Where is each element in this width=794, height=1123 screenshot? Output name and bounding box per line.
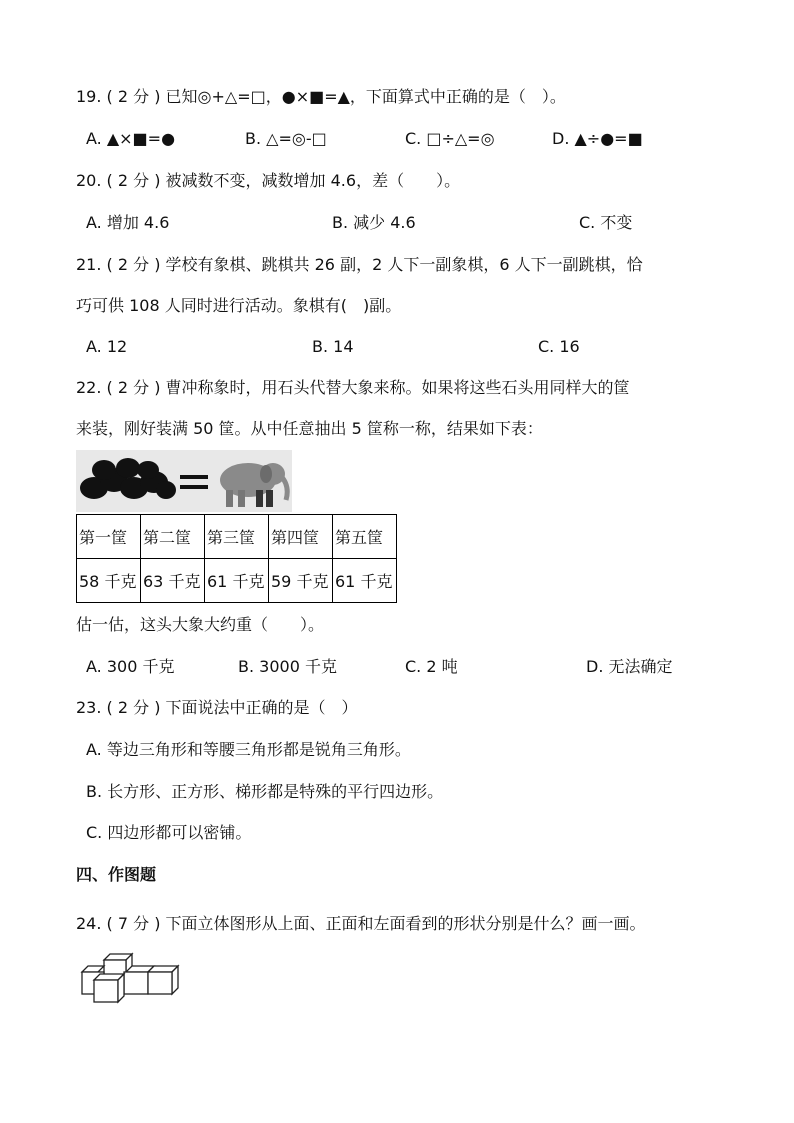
q19-option-b[interactable]: B. △=◎-□ <box>245 129 327 148</box>
q22-stem-line1: 22. ( 2 分 ) 曹冲称象时，用石头代替大象来称。如果将这些石头用同样大的筐 <box>76 378 630 397</box>
q20-option-a[interactable]: A. 增加 4.6 <box>86 213 170 232</box>
table-cell: 61 千克 <box>333 559 397 603</box>
cube-stack-figure <box>76 948 182 1004</box>
q23-option-c[interactable]: C. 四边形都可以密铺。 <box>86 823 252 842</box>
section-title: 四、作图题 <box>76 865 157 884</box>
q22-stem-line2: 来装，刚好装满 50 筐。从中任意抽出 5 筐称一称，结果如下表： <box>76 419 543 438</box>
table-header-cell: 第四筐 <box>269 515 333 559</box>
q22-option-c[interactable]: C. 2 吨 <box>405 657 458 676</box>
q23-option-b[interactable]: B. 长方形、正方形、梯形都是特殊的平行四边形。 <box>86 782 444 801</box>
q23-stem: 23. ( 2 分 ) 下面说法中正确的是（ ） <box>76 698 358 717</box>
q21-option-c[interactable]: C. 16 <box>538 337 580 356</box>
table-cell: 63 千克 <box>141 559 205 603</box>
table-header-cell: 第一筐 <box>77 515 141 559</box>
table-cell: 58 千克 <box>77 559 141 603</box>
table-row <box>77 559 397 603</box>
q23-option-a[interactable]: A. 等边三角形和等腰三角形都是锐角三角形。 <box>86 740 411 759</box>
q21-option-a[interactable]: A. 12 <box>86 337 128 356</box>
basket-weights-table <box>76 514 397 603</box>
q20-stem: 20. ( 2 分 ) 被减数不变，减数增加 4.6，差（ ）。 <box>76 171 461 190</box>
table-header-cell: 第五筐 <box>333 515 397 559</box>
q21-stem-line2: 巧可供 108 人同时进行活动。象棋有( )副。 <box>76 296 402 315</box>
table-header-cell: 第二筐 <box>141 515 205 559</box>
q19-option-a[interactable]: A. ▲×■=● <box>86 129 176 148</box>
q21-stem-line1: 21. ( 2 分 ) 学校有象棋、跳棋共 26 副，2 人下一副象棋，6 人下一副跳棋，恰 <box>76 255 643 274</box>
q19-option-d[interactable]: D. ▲÷●=■ <box>552 129 643 148</box>
table-header-row <box>77 515 397 559</box>
table-cell: 61 千克 <box>205 559 269 603</box>
table-header-cell: 第三筐 <box>205 515 269 559</box>
q21-option-b[interactable]: B. 14 <box>312 337 354 356</box>
q22-option-a[interactable]: A. 300 千克 <box>86 657 175 676</box>
q22-option-b[interactable]: B. 3000 千克 <box>238 657 337 676</box>
q20-option-b[interactable]: B. 减少 4.6 <box>332 213 416 232</box>
q20-option-c[interactable]: C. 不变 <box>579 213 633 232</box>
q24-stem: 24. ( 7 分 ) 下面立体图形从上面、正面和左面看到的形状分别是什么？画一画。 <box>76 914 646 933</box>
q19-option-c[interactable]: C. □÷△=◎ <box>405 129 495 148</box>
q22-option-d[interactable]: D. 无法确定 <box>586 657 673 676</box>
table-cell: 59 千克 <box>269 559 333 603</box>
q19-stem: 19. ( 2 分 ) 已知◎+△=□，●×■=▲，下面算式中正确的是（ ）。 <box>76 87 566 106</box>
q22-stem-line3: 估一估，这头大象大约重（ ）。 <box>76 615 325 634</box>
stones-equal-elephant-figure <box>76 450 292 512</box>
